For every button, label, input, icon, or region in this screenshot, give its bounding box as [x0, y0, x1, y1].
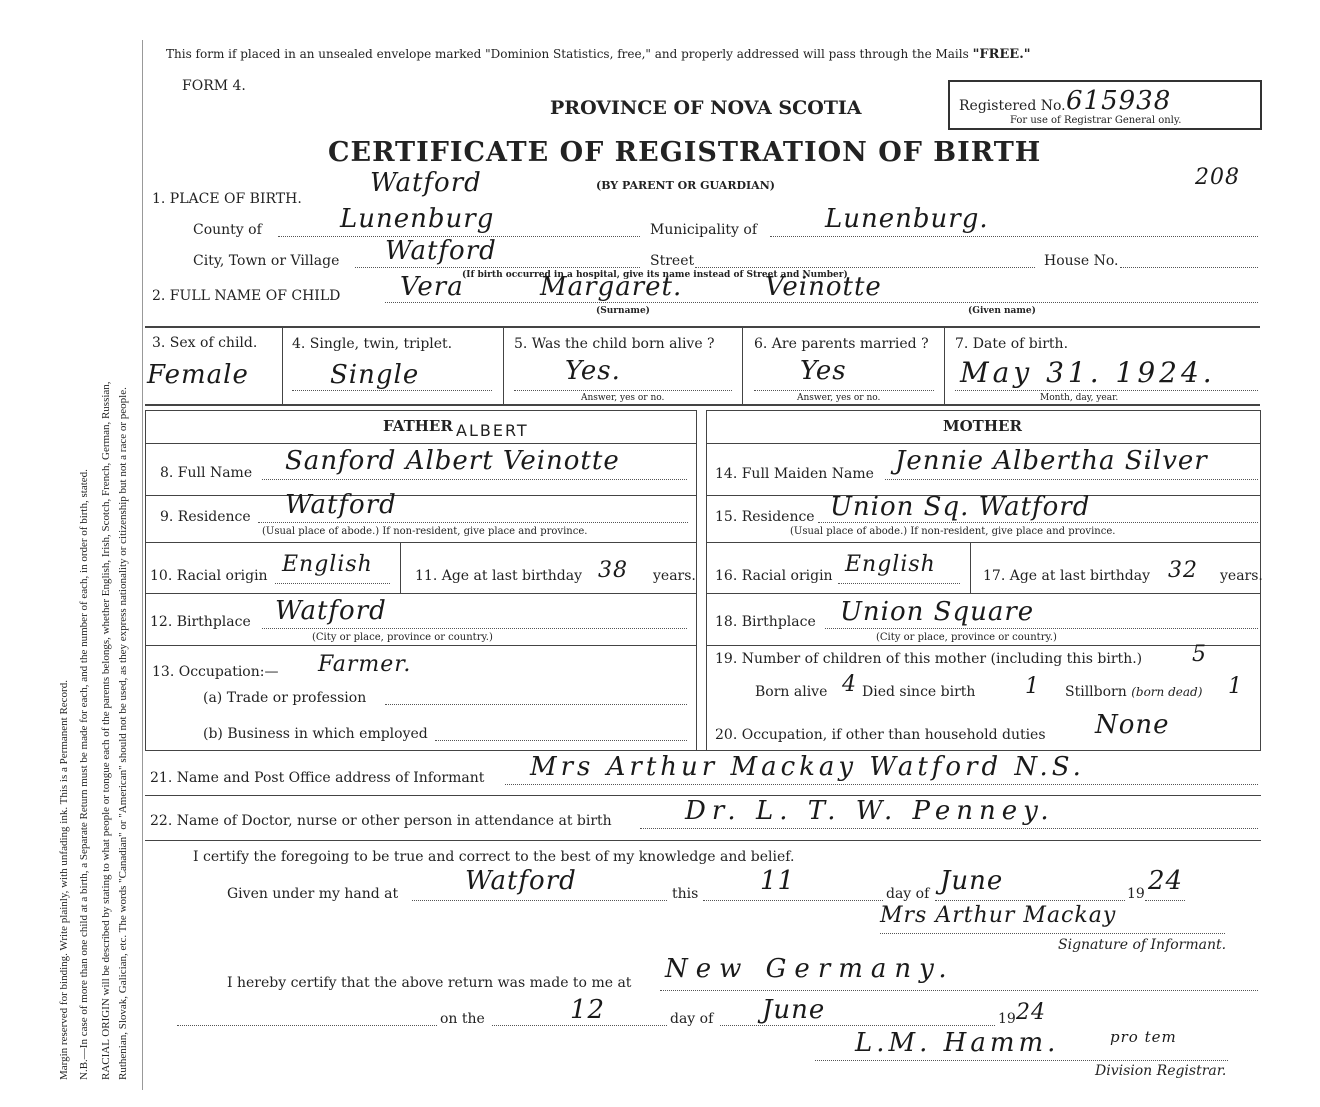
child-surname-value: Vera: [400, 272, 464, 302]
county-label: County of: [193, 222, 262, 238]
registered-box: [948, 80, 1262, 130]
child-given-value: Margaret.: [540, 272, 683, 302]
mother-heading: MOTHER: [943, 417, 1022, 435]
stillborn-value: 1: [1228, 674, 1243, 699]
mother-age-label: 17. Age at last birthday: [983, 568, 1151, 584]
mother-years: years.: [1220, 568, 1263, 584]
division-registrar-caption: Division Registrar.: [1095, 1063, 1227, 1079]
day-value: 11: [760, 866, 796, 896]
born-alive-value: 4: [842, 672, 857, 697]
registrar-year-value: 24: [1016, 1000, 1046, 1025]
month-value: June: [940, 866, 1004, 896]
informant-label: 21. Name and Post Office address of Informant: [150, 770, 485, 786]
dob-caption: Month, day, year.: [1040, 393, 1119, 403]
father-res-label: 9. Residence: [160, 509, 251, 525]
father-heading: FATHER: [383, 417, 453, 435]
year-value: 24: [1148, 866, 1184, 896]
dayof-label: day of: [886, 886, 930, 902]
surname-caption: (Surname): [596, 306, 650, 316]
side-note-1: Margin reserved for binding. Write plainly, with unfading ink. This is a Permanent Record.: [58, 680, 70, 1080]
mother-res-value: Union Sq. Watford: [830, 492, 1091, 522]
father-occ-value: Farmer.: [318, 652, 412, 677]
father-race-value: English: [282, 552, 373, 577]
signature-caption: Signature of Informant.: [1058, 937, 1227, 953]
given-caption: (Given name): [968, 306, 1036, 316]
certify-statement: I certify the foregoing to be true and correct to the best of my knowledge and belief.: [193, 849, 795, 865]
county-value: Lunenburg: [340, 204, 495, 234]
informant-value: Mrs Arthur Mackay Watford N.S.: [530, 752, 1085, 782]
mother-name-value: Jennie Albertha Silver: [895, 446, 1208, 476]
year-prefix: 19: [1127, 886, 1145, 902]
municipality-value: Lunenburg.: [825, 204, 989, 234]
this-label: this: [672, 886, 699, 902]
mother-age-value: 32: [1168, 558, 1198, 583]
father-res-caption: (Usual place of abode.) If non-resident, give place and province.: [262, 526, 588, 537]
father-bp-caption: (City or place, province or country.): [312, 632, 493, 643]
alive-label: 5. Was the child born alive ?: [514, 336, 715, 352]
hospital-note: (If birth occurred in a hospital, give its name instead of Street and Number): [462, 270, 848, 280]
died-value: 1: [1025, 674, 1040, 699]
single-label: 4. Single, twin, triplet.: [292, 336, 453, 352]
certificate-title: CERTIFICATE OF REGISTRATION OF BIRTH: [328, 137, 1042, 168]
sex-value: Female: [147, 360, 249, 390]
doctor-value: Dr. L. T. W. Penney.: [685, 796, 1055, 826]
child-name-label: 2. FULL NAME OF CHILD: [152, 288, 341, 304]
on-the-label: on the: [440, 1011, 485, 1027]
place-value: Watford: [370, 168, 482, 198]
registrar-signature: L.M. Hamm.: [855, 1028, 1060, 1058]
dob-value: May 31. 1924.: [960, 356, 1216, 389]
single-value: Single: [330, 360, 420, 390]
married-label: 6. Are parents married ?: [754, 336, 929, 352]
informant-signature: Mrs Arthur Mackay: [880, 903, 1117, 928]
father-business-label: (b) Business in which employed: [203, 726, 428, 742]
mother-race-label: 16. Racial origin: [715, 568, 833, 584]
side-note-2: N.B.—In case of more than one child at a birth, a Separate Return must be made for each, and the number of each, in order of birth, stated.: [78, 469, 90, 1080]
father-race-label: 10. Racial origin: [150, 568, 268, 584]
mother-occ-value: None: [1095, 710, 1170, 740]
father-age-value: 38: [598, 558, 628, 583]
mother-name-label: 14. Full Maiden Name: [715, 466, 874, 482]
place-label: 1. PLACE OF BIRTH.: [152, 191, 302, 207]
form-number: FORM 4.: [182, 78, 246, 94]
mother-children-label: 19. Number of children of this mother (including this birth.): [715, 651, 1143, 667]
mother-bp-caption: (City or place, province or country.): [876, 632, 1057, 643]
pro-tem-note: pro tem: [1110, 1028, 1177, 1046]
mother-race-value: English: [845, 552, 936, 577]
father-name-value: Sanford Albert Veinotte: [285, 446, 620, 476]
doctor-label: 22. Name of Doctor, nurse or other person in attendance at birth: [150, 813, 612, 829]
born-alive-label: Born alive: [755, 684, 828, 700]
side-note-4: Ruthenian, Slovak, Galician, etc. The words "Canadian" or "American" should not be used, as they express nationality or citizenship but not a race or people.: [117, 387, 129, 1080]
mother-occ-label: 20. Occupation, if other than household duties: [715, 727, 1046, 743]
father-occ-label: 13. Occupation:—: [152, 664, 279, 680]
mother-bp-label: 18. Birthplace: [715, 614, 816, 630]
city-label: City, Town or Village: [193, 253, 340, 269]
side-note-3: RACIAL ORIGIN will be described by stating to what people or tongue each of the parents belongs, whether English, Irish, Scotch, French, German, Russian,: [100, 381, 112, 1080]
registrar-dayof-label: day of: [670, 1011, 714, 1027]
certificate-subtitle: (BY PARENT OR GUARDIAN): [596, 179, 775, 192]
registrar-month-value: June: [762, 995, 826, 1025]
mother-res-label: 15. Residence: [715, 509, 815, 525]
sex-label: 3. Sex of child.: [152, 335, 258, 351]
city-value: Watford: [385, 236, 497, 266]
registered-number: 615938: [1066, 86, 1172, 116]
corner-number: 208: [1195, 165, 1240, 190]
stillborn-label: Stillborn (born dead): [1065, 684, 1203, 700]
father-years: years.: [653, 568, 696, 584]
mother-bp-value: Union Square: [840, 597, 1035, 627]
municipality-label: Municipality of: [650, 222, 758, 238]
died-label: Died since birth: [862, 684, 976, 700]
mother-children-value: 5: [1192, 642, 1207, 667]
registrar-place-value: New Germany.: [665, 954, 955, 984]
registrar-statement: I hereby certify that the above return was made to me at: [227, 975, 632, 991]
province-heading: PROVINCE OF NOVA SCOTIA: [550, 97, 862, 119]
father-name-insertion: ALBERT: [456, 421, 529, 440]
alive-value: Yes.: [565, 356, 621, 386]
father-age-label: 11. Age at last birthday: [415, 568, 583, 584]
registered-label: Registered No.: [959, 98, 1066, 114]
father-res-value: Watford: [285, 490, 397, 520]
child-extra-value: Veinotte: [765, 272, 882, 302]
dob-label: 7. Date of birth.: [955, 336, 1069, 352]
married-caption: Answer, yes or no.: [797, 393, 881, 403]
given-place-value: Watford: [465, 866, 577, 896]
given-label: Given under my hand at: [227, 886, 399, 902]
father-trade-label: (a) Trade or profession: [203, 690, 367, 706]
house-label: House No.: [1044, 253, 1119, 269]
street-label: Street: [650, 253, 695, 269]
top-notice: This form if placed in an unsealed envelope marked "Dominion Statistics, free," and properly addressed will pass through the Mails "FREE.": [166, 47, 1031, 62]
married-value: Yes: [800, 356, 847, 386]
registrar-year-prefix: 19: [998, 1011, 1016, 1027]
registrar-day-value: 12: [570, 995, 606, 1025]
father-name-label: 8. Full Name: [160, 465, 253, 481]
alive-caption: Answer, yes or no.: [581, 393, 665, 403]
mother-res-caption: (Usual place of abode.) If non-resident, give place and province.: [790, 526, 1116, 537]
father-bp-label: 12. Birthplace: [150, 614, 251, 630]
father-bp-value: Watford: [275, 596, 387, 626]
registrar-note: For use of Registrar General only.: [1010, 115, 1182, 126]
